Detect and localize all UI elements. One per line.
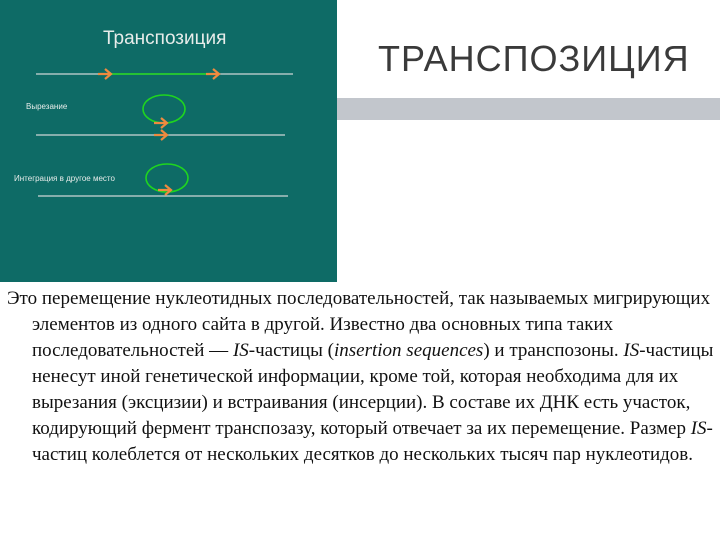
slide-title: ТРАНСПОЗИЦИЯ [378, 38, 690, 79]
text-run: -частиц колеблется от нескольких десятков до нескольких тысяч пар нуклеотидов. [32, 418, 713, 465]
arrow-right-icon [158, 185, 171, 195]
text-run: ) и транспозоны. [483, 340, 624, 361]
arrow-right-icon [154, 118, 167, 128]
text-italic: IS [623, 340, 640, 361]
arrow-right-icon [206, 69, 219, 79]
diagram-title: Транспозиция [103, 28, 227, 49]
label-excision: Вырезание [26, 102, 68, 111]
text-run: -частицы ( [248, 340, 334, 361]
arrow-right-icon [98, 69, 111, 79]
transposition-diagram [0, 0, 337, 282]
label-integration: Интеграция в другое место [14, 174, 115, 183]
text-run: -частицы ненесут иной генетической информации, кроме той, которая необходима для их вырезания (эксцизии) и встраивания (инсерции). В составе их ДНК есть участок, кодирующий фермент транспозазу, который отвечает за их перемещение. Размер [32, 340, 714, 439]
text-run: Это перемещение нуклеотидных последовательностей, так называемых мигрирующих элементов из одного сайта в другой. Известно два основных типа таких последовательностей — [7, 288, 711, 361]
excised-element-circle [143, 95, 185, 123]
text-italic: insertion sequences [334, 340, 484, 361]
text-italic: IS [232, 340, 249, 361]
header-divider-bar [337, 98, 720, 120]
text-italic: IS [690, 418, 707, 439]
arrow-right-icon [154, 130, 167, 140]
body-paragraph [7, 286, 720, 468]
diagram-canvas [0, 0, 337, 282]
